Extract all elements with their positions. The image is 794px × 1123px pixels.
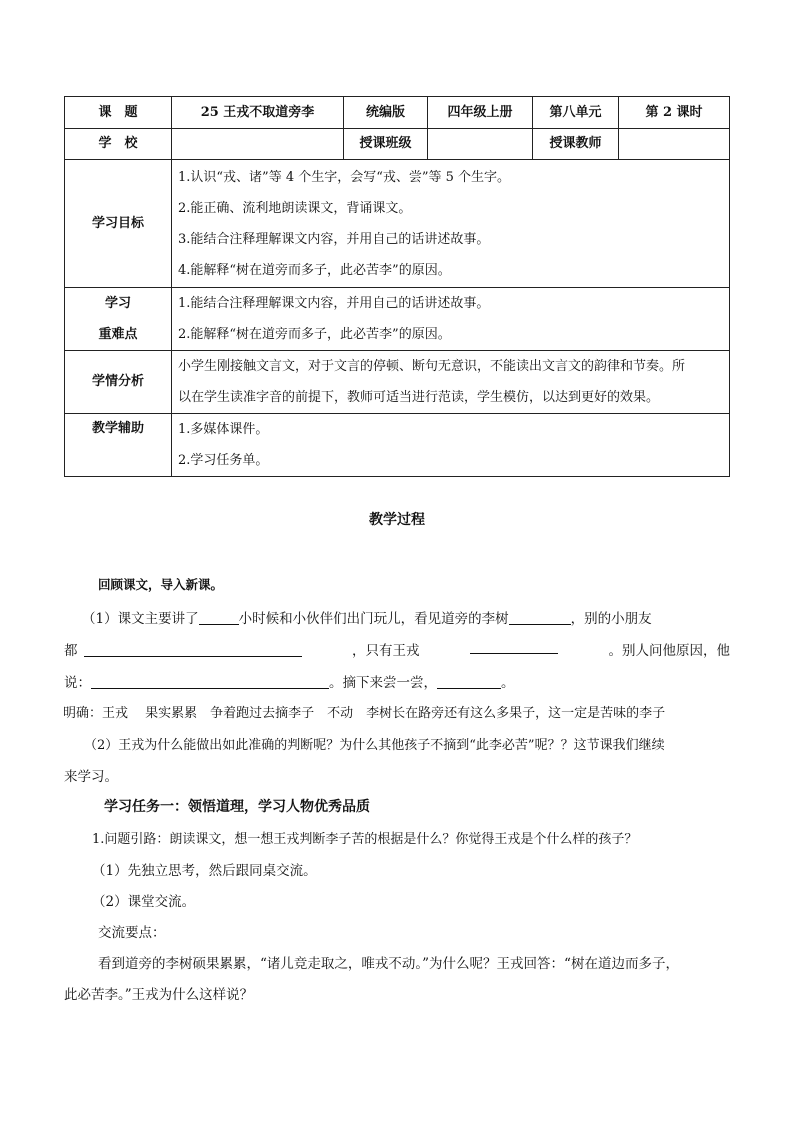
- lesson-period: 第 2 课时: [619, 97, 730, 129]
- answer-blank: [84, 642, 302, 657]
- row-goals: [65, 160, 730, 288]
- lesson-info-table: [64, 96, 730, 477]
- goals-label: 学习目标: [65, 160, 172, 288]
- row-lesson-title: [65, 97, 730, 129]
- row-school: [65, 129, 730, 160]
- lesson-title: 25 王戎不取道旁李: [172, 97, 344, 129]
- question-1-line3: 说： 。摘下来尝一尝， 。: [64, 675, 515, 691]
- unit: 第八单元: [533, 97, 619, 129]
- analysis-line: 以在学生读准字音的前提下，教师可适当进行范读，学生模仿，以达到更好的效果。: [178, 390, 660, 405]
- question-1-line1: （1）课文主要讲了 小时候和小伙伴们出门玩儿，看见道旁的李树 ，别的小朋友: [82, 611, 652, 627]
- lesson-label: 课 题: [65, 97, 172, 129]
- row-analysis: [65, 351, 730, 414]
- key-points-label-line2: 重难点: [98, 327, 138, 342]
- school-value: [172, 129, 344, 160]
- review-heading: 回顾课文，导入新课。: [98, 577, 224, 592]
- teacher-value: [619, 129, 730, 160]
- analysis-content: [172, 351, 730, 414]
- class-label: 授课班级: [344, 129, 428, 160]
- answer-blank: [509, 610, 571, 625]
- question-1-line2: 都 ，只有王戎 。别人问他原因，他: [64, 639, 730, 659]
- aids-label: 教学辅助: [65, 414, 172, 477]
- answer-blank: [437, 674, 501, 689]
- section-title: 教学过程: [369, 512, 425, 528]
- school-label: 学 校: [65, 129, 172, 160]
- key-points-label-line1: 学习: [104, 296, 131, 311]
- task-1-heading: 学习任务一：领悟道理，学习人物优秀品质: [104, 799, 370, 815]
- goal-item: 4.能解释“树在道旁而多子，此必苦李”的原因。: [178, 262, 451, 278]
- edition: 统编版: [344, 97, 428, 129]
- teacher-label: 授课教师: [533, 129, 619, 160]
- key-point-item: 2.能解释“树在道旁而多子，此必苦李”的原因。: [178, 327, 451, 342]
- points-label: 交流要点：: [98, 925, 166, 941]
- answer-line: 明确：王戎 果实累累 争着跑过去摘李子 不动 李树长在路旁还有这么多果子，这一定是苦味的李子: [63, 706, 666, 721]
- class-value: [428, 129, 533, 160]
- answer-blank: [91, 674, 329, 689]
- goals-content: [172, 160, 730, 288]
- analysis-label: 学情分析: [65, 351, 172, 414]
- grade: 四年级上册: [428, 97, 533, 129]
- key-points-label: [65, 288, 172, 351]
- key-points-content: [172, 288, 730, 351]
- question-2-line2: 来学习。: [64, 769, 118, 785]
- goal-item: 1.认识“戎、诸”等 4 个生字，会写“戎、尝”等 5 个生字。: [178, 169, 511, 185]
- goal-item: 2.能正确、流利地朗读课文，背诵课文。: [178, 200, 412, 216]
- aid-item: 1.多媒体课件。: [178, 422, 269, 437]
- task-1-question: 1.问题引路：朗读课文，想一想王戎判断李子苦的根据是什么？你觉得王戎是个什么样的孩子？: [92, 832, 638, 847]
- step-1: （1）先独立思考，然后跟同桌交流。: [92, 863, 317, 879]
- question-2-line1: （2）王戎为什么能做出如此准确的判断呢？为什么其他孩子不摘到“此李必苦”呢？？这节课我们继续: [84, 738, 665, 753]
- paragraph-line1: 看到道旁的李树硕果累累，“诸儿竞走取之，唯戎不动。”为什么呢？王戎回答：“树在道边而多子，: [98, 956, 679, 972]
- answer-blank: [199, 610, 239, 625]
- key-point-item: 1.能结合注释理解课文内容，并用自己的话讲述故事。: [178, 296, 490, 311]
- analysis-line: 小学生刚接触文言文，对于文言的停顿、断句无意识，不能读出文言文的韵律和节奏。所: [178, 359, 686, 374]
- answer-blank: [470, 639, 558, 654]
- row-aids: [65, 414, 730, 477]
- paragraph-line2: 此必苦李。”王戎为什么这样说？: [64, 987, 254, 1003]
- goal-item: 3.能结合注释理解课文内容，并用自己的话讲述故事。: [178, 231, 490, 247]
- aid-item: 2.学习任务单。: [178, 453, 269, 468]
- row-key-points: [65, 288, 730, 351]
- step-2: （2）课堂交流。: [92, 894, 196, 910]
- aids-content: [172, 414, 730, 477]
